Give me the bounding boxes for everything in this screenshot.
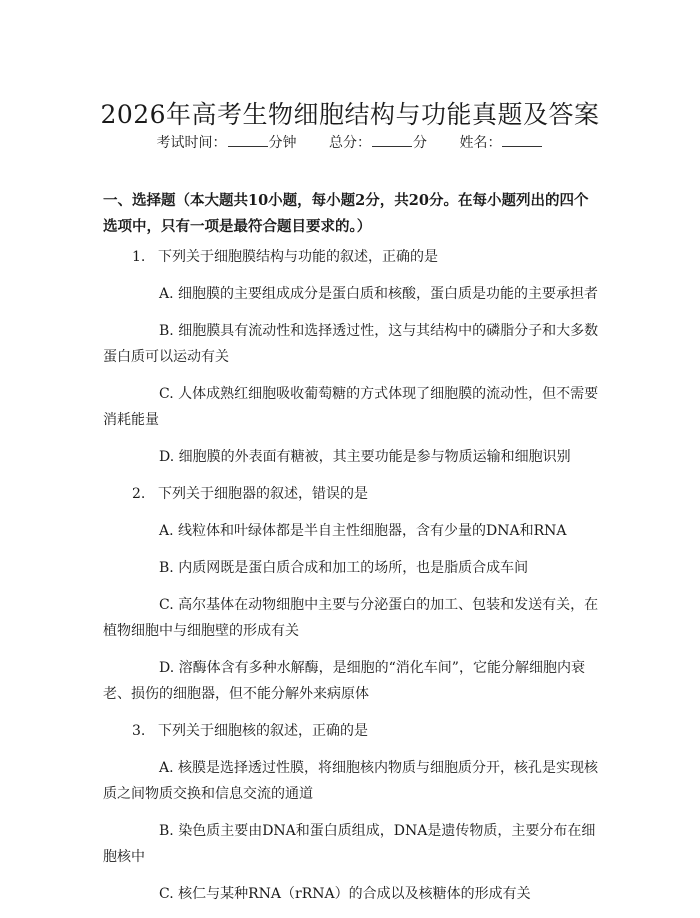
exam-time-unit: 分钟	[268, 135, 297, 151]
exam-time-label: 考试时间：	[156, 135, 227, 151]
total-score-label: 总分：	[329, 135, 371, 151]
option-3c: C. 核仁与某种RNA（rRNA）的合成以及核糖体的形成有关	[159, 886, 531, 902]
exam-info	[0, 132, 700, 152]
document-title: 2026年高考生物细胞结构与功能真题及答案	[100, 99, 600, 129]
name-blank[interactable]	[502, 134, 542, 147]
name-field	[459, 132, 543, 152]
option-3b: B. 染色质主要由DNA和蛋白质组成，DNA是遗传物质，主要分布在细胞核中	[103, 823, 596, 865]
option-1c: C. 人体成熟红细胞吸收葡萄糖的方式体现了细胞膜的流动性，但不需要消耗能量	[103, 386, 599, 428]
option-3a: A. 核膜是选择透过性膜，将细胞核内物质与细胞质分开，核孔是实现核质之间物质交换和信息交流的通道	[103, 760, 599, 802]
option-2d: D. 溶酶体含有多种水解酶，是细胞的“消化车间”，它能分解细胞内衰老、损伤的细胞器，但不能分解外来病原体	[103, 660, 585, 702]
option-1d: D. 细胞膜的外表面有糖被，其主要功能是参与物质运输和细胞识别	[159, 449, 571, 465]
question-number: 1.	[132, 249, 146, 265]
total-score-field	[329, 132, 427, 152]
total-score-blank[interactable]	[372, 134, 412, 147]
exam-time-field	[157, 132, 297, 152]
question-3	[103, 718, 602, 744]
question-list	[103, 244, 602, 918]
question-number: 3.	[132, 723, 146, 739]
total-score-unit: 分	[413, 135, 427, 151]
question-number: 2.	[132, 486, 146, 502]
question-1	[103, 244, 602, 270]
option-1b: B. 细胞膜具有流动性和选择透过性，这与其结构中的磷脂分子和大多数蛋白质可以运动有关	[103, 323, 599, 365]
option-2b: B. 内质网既是蛋白质合成和加工的场所，也是脂质合成车间	[159, 560, 529, 576]
question-stem: 下列关于细胞核的叙述，正确的是	[158, 723, 368, 739]
question-2	[103, 481, 602, 507]
name-label: 姓名：	[459, 135, 502, 151]
option-2c: C. 高尔基体在动物细胞中主要与分泌蛋白的加工、包装和发送有关，在植物细胞中与细胞壁的形成有关	[103, 597, 599, 639]
exam-time-blank[interactable]	[228, 134, 268, 147]
question-stem: 下列关于细胞器的叙述，错误的是	[158, 486, 368, 502]
option-1a: A. 细胞膜的主要组成成分是蛋白质和核酸，蛋白质是功能的主要承担者	[159, 286, 599, 302]
question-stem: 下列关于细胞膜结构与功能的叙述，正确的是	[158, 249, 438, 265]
section-heading: 一、选择题（本大题共10小题，每小题2分，共20分。在每小题列出的四个选项中，只有一项是最符合题目要求的。）	[103, 192, 589, 235]
option-2a: A. 线粒体和叶绿体都是半自主性细胞器，含有少量的DNA和RNA	[159, 523, 567, 539]
